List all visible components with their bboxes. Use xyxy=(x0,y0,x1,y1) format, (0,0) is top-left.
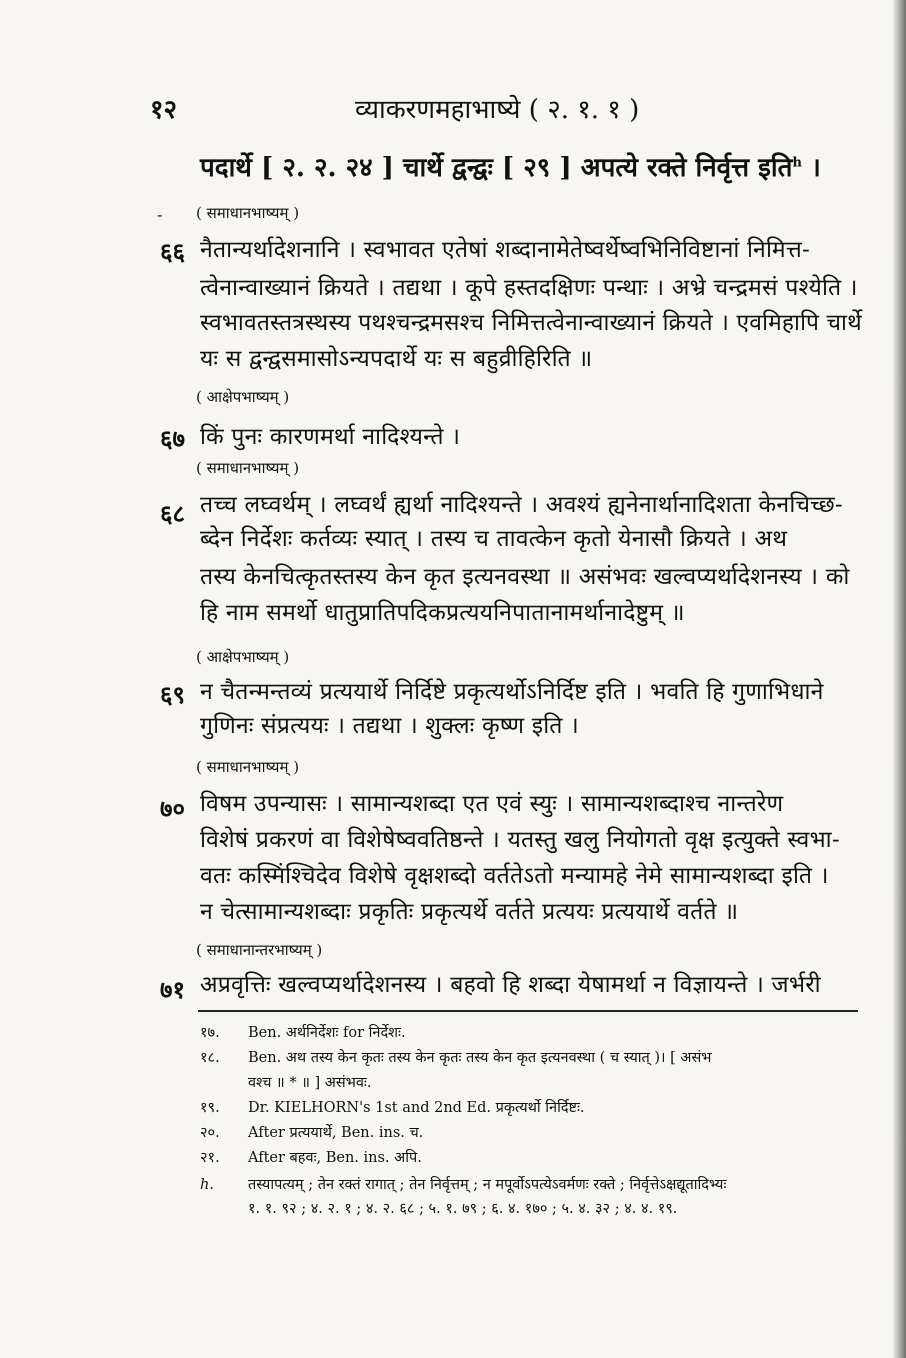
footnote-rule xyxy=(198,1010,858,1012)
footnote-number: १७. xyxy=(200,1025,220,1041)
sutra-heading: पदार्थे [ २. २. २४ ] चार्थे द्वन्द्वः [ २९ ] अपत्ये रक्ते निर्वृत्त इति$^h$ । xyxy=(200,153,821,183)
section-label: ( समाधानभाष्यम् ) xyxy=(196,758,300,776)
section-label: ( आक्षेपभाष्यम् ) xyxy=(196,388,290,406)
paragraph-number: ६६ xyxy=(160,237,185,266)
paragraph-number: ६७ xyxy=(160,424,185,453)
text-line: यः स द्वन्द्वसमासोऽन्यपदार्थे यः स बहुव्रीहिरिति ॥ xyxy=(200,346,593,372)
footnote-text: तस्यापत्यम् ; तेन रक्तं रागात् ; तेन निर्वृत्तम् ; न मपूर्वोऽपत्येऽवर्मणः रक्ते ; निर्वृत्तेऽक्षद्यूतादिभ्यः xyxy=(248,1177,727,1193)
footnote-text: Ben. अर्थनिर्देशः for निर्देशः. xyxy=(248,1025,406,1041)
footnote-number: २१. xyxy=(200,1150,220,1166)
text-line: गुणिनः संप्रत्ययः । तद्यथा । शुक्लः कृष्ण इति । xyxy=(200,713,579,739)
paragraph-number: ६८ xyxy=(160,499,185,528)
text-line: विशेषं प्रकरणं वा विशेषेष्ववतिष्ठन्ते । यतस्तु खलु नियोगतो वृक्ष इत्युक्ते स्वभा- xyxy=(200,827,840,853)
page-edge xyxy=(892,0,906,1358)
footnote xyxy=(200,1047,711,1067)
footnote-number: १९. xyxy=(200,1100,220,1116)
text-line: तस्य केनचित्कृतस्तस्य केन कृत इत्यनवस्था ॥ असंभवः खल्वप्यर्थादेशनस्य । को xyxy=(200,564,850,590)
text-line: न चेत्सामान्यशब्दाः प्रकृतिः प्रकृत्यर्थे वर्तते प्रत्ययः प्रत्ययार्थे वर्तते ॥ xyxy=(200,899,739,925)
text-line: अप्रवृत्तिः खल्वप्यर्थादेशनस्य । बहवो हि शब्दा येषामर्था न विज्ञायन्ते । जर्भरी xyxy=(200,972,821,998)
page-header xyxy=(150,90,710,130)
page-number: १२ xyxy=(150,95,178,125)
footnote-continuation: १. १. ९२ ; ४. २. १ ; ४. २. ६८ ; ५. १. ७९ ; ६. ४. १७० ; ५. ४. ३२ ; ४. ४. १९. xyxy=(248,1201,678,1217)
sutra-footnote-mark: h xyxy=(792,155,802,171)
footnote-text: Dr. KIELHORN's 1st and 2nd Ed. प्रकृत्यर्थो निर्दिष्टः. xyxy=(248,1100,585,1116)
section-label: ( समाधानभाष्यम् ) xyxy=(196,204,300,222)
sutra-text: पदार्थे [ २. २. २४ ] चार्थे द्वन्द्वः [ २९ ] अपत्ये रक्ते निर्वृत्त इति xyxy=(200,153,793,183)
footnote xyxy=(200,1174,726,1194)
footnote-text: After बहवः, Ben. ins. अपि. xyxy=(248,1150,422,1166)
text-line: हि नाम समर्थो धातुप्रातिपदिकप्रत्ययनिपातानामर्थानादेष्टुम् ॥ xyxy=(200,600,685,626)
footnote-number: २०. xyxy=(200,1125,220,1141)
footnote xyxy=(200,1022,406,1042)
text-line: ब्देन निर्देशः कर्तव्यः स्यात् । तस्य च तावत्केन कृतो येनासौ क्रियते । अथ xyxy=(200,526,788,552)
paragraph-number: ७० xyxy=(160,794,185,823)
text-line: स्वभावतस्तत्रस्थस्य पथश्चन्द्रमसश्च निमित्तत्वेनान्वाख्यानं क्रियते । एवमिहापि चार्थे xyxy=(200,310,862,336)
footnote-continuation: वश्च ॥ * ॥ ] असंभवः. xyxy=(248,1075,372,1091)
margin-dash: - xyxy=(157,205,163,224)
footnote-text: Ben. अथ तस्य केन कृतः तस्य केन कृतः तस्य केन कृत इत्यनवस्था ( च स्यात् )। [ असंभ xyxy=(248,1050,712,1066)
section-label: ( आक्षेपभाष्यम् ) xyxy=(196,648,290,666)
footnote xyxy=(200,1147,422,1167)
footnote xyxy=(200,1122,423,1142)
text-line: नैतान्यर्थादेशनानि । स्वभावत एतेषां शब्दानामेतेष्वर्थेष्वभिनिविष्टानां निमित्त- xyxy=(200,237,810,263)
paragraph-number: ७१ xyxy=(160,975,185,1004)
footnote xyxy=(200,1097,585,1117)
footnote-number: १८. xyxy=(200,1050,220,1066)
section-label: ( समाधानान्तरभाष्यम् ) xyxy=(196,941,323,959)
text-line: किं पुनः कारणमर्था नादिश्यन्ते । xyxy=(200,424,461,450)
running-title: व्याकरणमहाभाष्ये ( २. १. १ ) xyxy=(355,95,640,125)
text-line: विषम उपन्यासः । सामान्यशब्दा एत एवं स्युः । सामान्यशब्दाश्च नान्तरेण xyxy=(200,791,784,817)
text-line: वतः कस्मिंश्चिदेव विशेषे वृक्षशब्दो वर्ततेऽतो मन्यामहे नेमे सामान्यशब्दा इति । xyxy=(200,863,829,889)
text-line: न चैतन्मन्तव्यं प्रत्ययार्थे निर्दिष्टे प्रकृत्यर्थोऽनिर्दिष्ट इति । भवति हि गुणाभिधाने xyxy=(200,679,824,705)
footnote-number: h. xyxy=(200,1177,214,1193)
paragraph-number: ६९ xyxy=(160,680,185,709)
section-label: ( समाधानभाष्यम् ) xyxy=(196,459,300,477)
footnote-text: After प्रत्ययार्थे, Ben. ins. च. xyxy=(248,1125,424,1141)
text-line: तच्च लघ्वर्थम् । लघ्वर्थं ह्यर्था नादिश्यन्ते । अवश्यं ह्यनेनार्थानादिशता केनचिच्छ- xyxy=(200,492,843,518)
text-line: त्वेनान्वाख्यानं क्रियते । तद्यथा । कूपे हस्तदक्षिणः पन्थाः । अभ्रे चन्द्रमसं पश्येति । xyxy=(200,275,858,301)
